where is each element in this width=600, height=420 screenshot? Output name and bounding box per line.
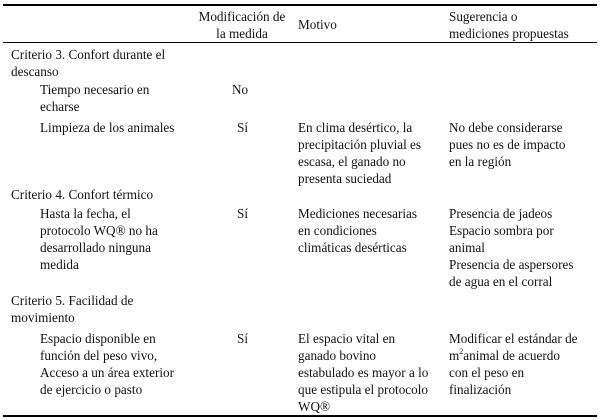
row-sugerencia: Presencia de jadeos Espacio sombra por animal Presencia de aspersores de agua en el corral bbox=[449, 206, 574, 289]
row-item: Tiempo necesario en echarse bbox=[40, 82, 150, 114]
row-sugerencia: Modificar el estándar de $m^2animal$ de acuerdo con el peso en finalización bbox=[449, 331, 578, 397]
row-item: Limpieza de los animales bbox=[40, 120, 175, 135]
section-title-criterio-5: Criterio 5. Facilidad de movimiento bbox=[11, 293, 134, 325]
row-motivo: En clima desértico, la precipitación pluvial es escasa, el ganado no presenta suciedad bbox=[298, 120, 422, 186]
row-item: Espacio disponible en función del peso vivo, Acceso a un área exterior de ejercicio o pasto bbox=[40, 331, 174, 397]
row-sugerencia: No debe considerarse pues no es de impacto en la región bbox=[449, 120, 566, 169]
row-modificacion: Sí bbox=[237, 206, 248, 221]
header-motivo: Motivo bbox=[298, 17, 337, 32]
bottom-rule bbox=[3, 415, 597, 417]
header-rule bbox=[3, 42, 597, 43]
row-modificacion: Sí bbox=[237, 120, 248, 135]
row-modificacion: Sí bbox=[237, 331, 248, 346]
row-modificacion: No bbox=[232, 82, 249, 97]
header-modificacion: Modificación de la medida bbox=[198, 9, 286, 41]
row-motivo: El espacio vital en ganado bovino estabulado es mayor a lo que estipula el protocolo WQ® bbox=[298, 331, 429, 414]
section-title-criterio-3: Criterio 3. Confort durante el descanso bbox=[11, 47, 166, 79]
top-rule bbox=[3, 4, 597, 6]
section-title-criterio-4: Criterio 4. Confort térmico bbox=[11, 187, 154, 202]
row-motivo: Mediciones necesarias en condiciones climáticas desérticas bbox=[298, 206, 418, 255]
header-sugerencia: Sugerencia o mediciones propuestas bbox=[449, 9, 569, 41]
row-item: Hasta la fecha, el protocolo WQ® no ha desarrollado ninguna medida bbox=[40, 206, 158, 272]
